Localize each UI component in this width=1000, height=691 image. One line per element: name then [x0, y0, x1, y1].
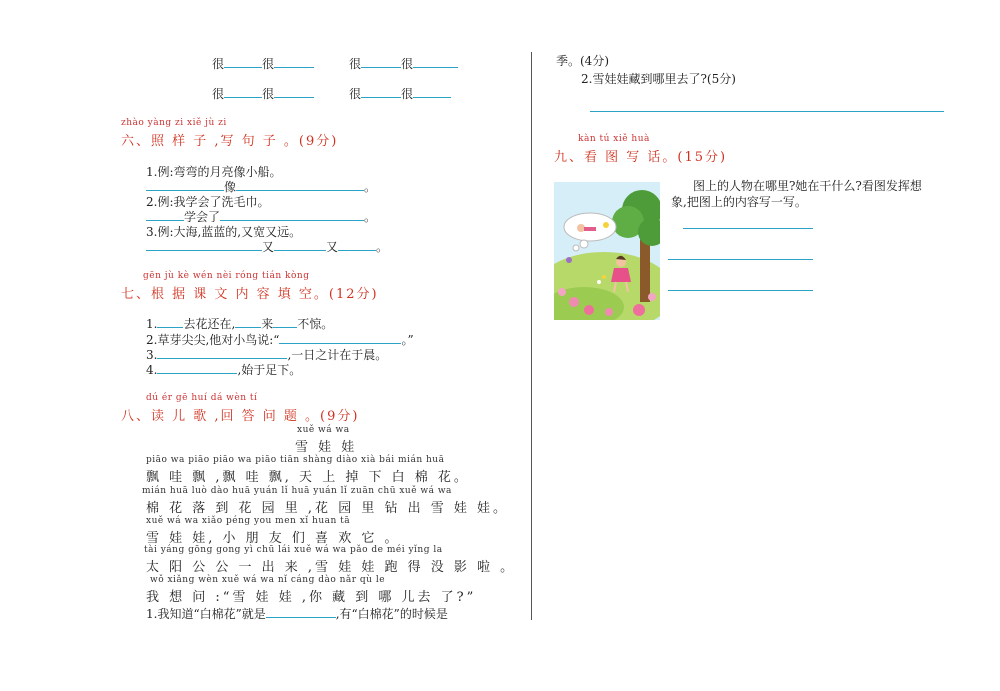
period: 。 [364, 180, 377, 194]
s6-example1: 1.例:弯弯的月亮像小船。 [146, 165, 282, 179]
blank-line[interactable] [413, 57, 458, 68]
blank-line[interactable] [274, 240, 326, 251]
s6-answer3 [146, 238, 388, 255]
text: 来 [261, 317, 274, 331]
poem-line3: 雪 娃 娃, 小 朋 友 们 喜 欢 它 。 [146, 531, 401, 546]
s9-prompt-line1: 图上的人物在哪里?她在干什么?看图发挥想 [693, 179, 922, 193]
blank-line[interactable] [224, 87, 262, 98]
blank-line[interactable] [235, 317, 261, 328]
section6-heading: 六、照 样 子 ,写 句 子 。(9分) [121, 134, 339, 149]
poem-line2-pinyin: mián huā luò dào huā yuán lǐ huā yuán lǐ zuān chū xuě wá wa [142, 486, 452, 496]
s6-example3: 3.例:大海,蓝蓝的,又宽又远。 [146, 225, 302, 239]
period: 。 [364, 210, 377, 224]
num: 4. [146, 363, 158, 377]
poem-line3-pinyin: xuě wá wa xiǎo péng you men xǐ huan tā [146, 516, 351, 526]
blank-line[interactable] [273, 317, 297, 328]
picture-svg [554, 182, 660, 320]
word-hen: 很 [401, 87, 414, 101]
blank-line[interactable] [146, 210, 184, 221]
girl-meadow-picture [554, 182, 660, 320]
blank-line[interactable] [224, 57, 262, 68]
writing-line-1[interactable] [683, 228, 813, 229]
blank-line[interactable] [236, 180, 364, 191]
poem-line5-pinyin: wǒ xiǎng wèn xuě wá wa nǐ cáng dào nǎr qù le [150, 575, 386, 585]
blank-line[interactable] [413, 87, 451, 98]
text: 不惊。 [297, 317, 334, 331]
word-hen: 很 [401, 57, 414, 71]
writing-line-3[interactable] [668, 290, 813, 291]
section8-pinyin: dú ér gē huí dá wèn tí [146, 393, 258, 403]
compare-row-1 [212, 55, 314, 72]
fill-word: 像 [224, 180, 237, 194]
blank-line[interactable] [157, 317, 183, 328]
section9-heading: 九、看 图 写 话。(15分) [554, 150, 728, 165]
section8-heading: 八、读 儿 歌 ,回 答 问 题 。(9分) [121, 409, 360, 424]
blank-line[interactable] [146, 180, 224, 191]
poem-line4: 太 阳 公 公 一 出 来 ,雪 娃 娃 跑 得 没 影 啦 。 [146, 560, 517, 575]
poem-line1: 飘 哇 飘 ,飘 哇 飘, 天 上 掉 下 白 棉 花。 [146, 470, 470, 485]
text: 。” [401, 333, 414, 347]
blank-line[interactable] [361, 87, 401, 98]
compare-row-2 [212, 85, 314, 102]
s7-line1 [146, 315, 333, 332]
word-hen: 很 [262, 57, 275, 71]
text: 2.草芽尖尖,他对小鸟说:“ [146, 333, 280, 347]
answer-line[interactable] [590, 111, 944, 112]
s8-question2: 2.雪娃娃藏到哪里去了?(5分) [581, 72, 736, 86]
word-hen: 很 [349, 87, 362, 101]
word-hen: 很 [212, 57, 225, 71]
blank-line[interactable] [274, 57, 314, 68]
poem-title: 雪 娃 娃 [295, 440, 358, 455]
s7-line4 [146, 361, 301, 378]
column-divider [531, 52, 532, 620]
fill-word: 又 [326, 240, 339, 254]
num: 1. [146, 317, 158, 331]
s9-prompt-line2: 象,把图上的内容写一写。 [671, 195, 807, 209]
blank-line[interactable] [157, 348, 287, 359]
blank-line[interactable] [146, 240, 262, 251]
blank-line[interactable] [157, 363, 237, 374]
s8-question1 [146, 605, 448, 622]
blank-line[interactable] [361, 57, 401, 68]
blank-line[interactable] [338, 240, 376, 251]
blank-line[interactable] [220, 210, 364, 221]
fill-word: 学会了 [184, 210, 221, 224]
poem-title-pinyin: xuě wá wa [297, 425, 350, 435]
word-hen: 很 [349, 57, 362, 71]
section7-pinyin: gēn jù kè wén nèi róng tián kòng [143, 271, 310, 281]
poem-line5: 我 想 问 :“雪 娃 娃 ,你 藏 到 哪 儿去 了?” [146, 590, 477, 605]
compare-row-1b [349, 55, 458, 72]
fill-word: 又 [262, 240, 275, 254]
text: ,有“白棉花”的时候是 [335, 607, 448, 621]
writing-line-2[interactable] [668, 259, 813, 260]
s6-example2: 2.例:我学会了洗毛巾。 [146, 195, 270, 209]
text: 1.我知道“白棉花”就是 [146, 607, 266, 621]
num: 3. [146, 348, 158, 362]
text: 去花还在, [183, 317, 236, 331]
text: ,始于足下。 [237, 363, 302, 377]
poem-line2: 棉 花 落 到 花 园 里 ,花 园 里 钻 出 雪 娃 娃。 [146, 501, 509, 516]
blank-line[interactable] [274, 87, 314, 98]
word-hen: 很 [262, 87, 275, 101]
text: ,一日之计在于晨。 [287, 348, 388, 362]
blank-line[interactable] [266, 607, 336, 618]
compare-row-2b [349, 85, 451, 102]
section7-heading: 七、根 据 课 文 内 容 填 空。(12分) [121, 287, 379, 302]
section6-pinyin: zhào yàng zi xiě jù zi [121, 118, 227, 128]
poem-line1-pinyin: piāo wa piāo piāo wa piāo tiān shàng diào xià bái mián huā [146, 455, 445, 465]
word-hen: 很 [212, 87, 225, 101]
period: 。 [376, 240, 389, 254]
q1-continued: 季。(4分) [556, 54, 609, 68]
poem-line4-pinyin: tài yáng gōng gong yì chū lái xuě wá wa pǎo de méi yǐng la [144, 545, 443, 555]
section9-pinyin: kàn tú xiě huà [578, 134, 650, 144]
blank-line[interactable] [279, 333, 401, 344]
